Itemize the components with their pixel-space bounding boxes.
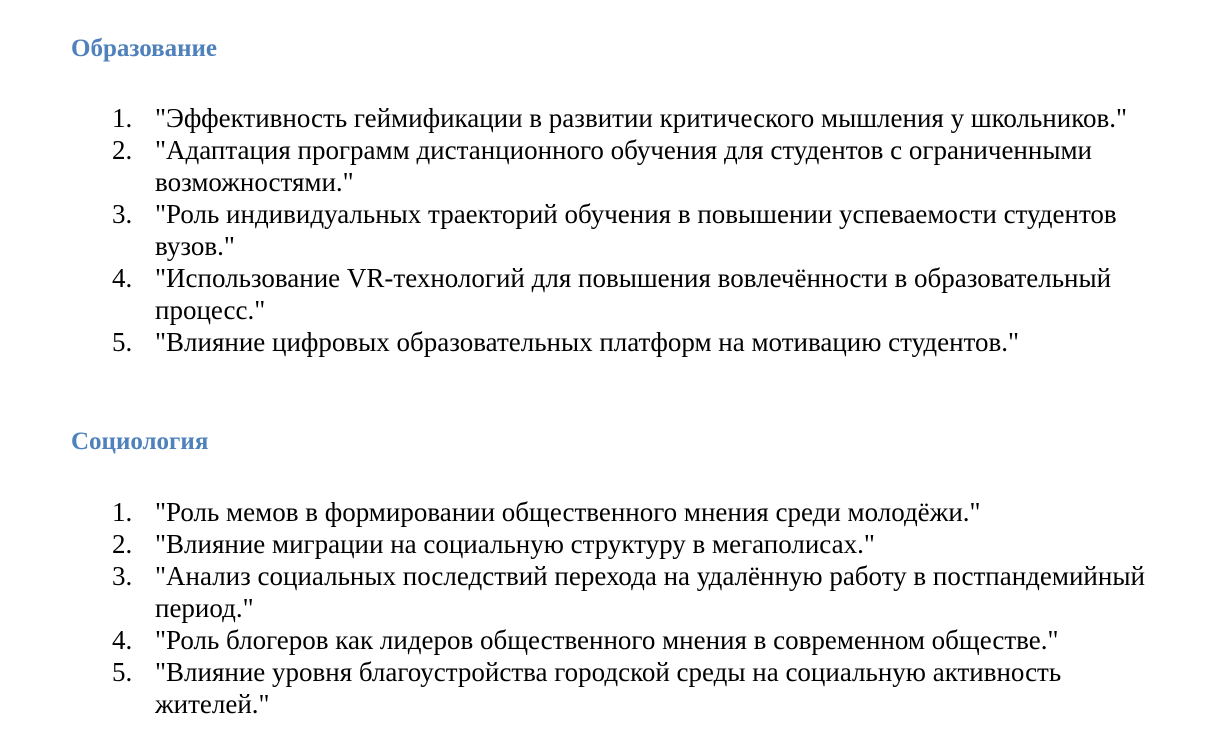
list-item xyxy=(0,528,1165,560)
list-item-text: "Влияние цифровых образовательных платформ на мотивацию студентов." xyxy=(155,327,1019,357)
list-item-number: 5. xyxy=(112,327,133,357)
list-item xyxy=(0,656,1165,720)
list-item-text: "Влияние миграции на социальную структуру в мегаполисах." xyxy=(155,529,875,559)
list-item xyxy=(0,496,1165,528)
list-item-text: "Влияние уровня благоустройства городской среды на социальную активность жителей." xyxy=(155,657,1062,719)
section-heading-sociology: Социология xyxy=(71,428,209,455)
list-item-number: 5. xyxy=(112,657,133,687)
list-item-text: "Роль индивидуальных траекторий обучения в повышении успеваемости студентов вузов." xyxy=(155,199,1117,261)
list-item xyxy=(0,262,1165,326)
list-item xyxy=(0,134,1165,198)
list-item-number: 2. xyxy=(112,135,133,165)
list-item-text: "Адаптация программ дистанционного обучения для студентов с ограниченными возможностями." xyxy=(155,135,1093,197)
list-item-text: "Анализ социальных последствий перехода на удалённую работу в постпандемийный период." xyxy=(155,561,1145,623)
section-heading-education: Образование xyxy=(71,35,218,62)
list-item-text: "Роль блогеров как лидеров общественного мнения в современном обществе." xyxy=(155,625,1059,655)
list-item xyxy=(0,198,1165,262)
list-item xyxy=(0,102,1165,134)
sociology-topic-list xyxy=(0,496,1165,720)
list-item-number: 3. xyxy=(112,561,133,591)
list-item xyxy=(0,624,1165,656)
list-item xyxy=(0,560,1165,624)
list-item-text: "Роль мемов в формировании общественного мнения среди молодёжи." xyxy=(155,497,981,527)
list-item-number: 3. xyxy=(112,199,133,229)
list-item xyxy=(0,326,1165,358)
list-item-number: 2. xyxy=(112,529,133,559)
list-item-number: 1. xyxy=(112,103,133,133)
list-item-number: 4. xyxy=(112,625,133,655)
list-item-text: "Эффективность геймификации в развитии критического мышления у школьников." xyxy=(155,103,1127,133)
list-item-number: 4. xyxy=(112,263,133,293)
education-topic-list xyxy=(0,102,1165,358)
list-item-text: "Использование VR-технологий для повышения вовлечённости в образовательный процесс." xyxy=(155,263,1112,325)
list-item-number: 1. xyxy=(112,497,133,527)
